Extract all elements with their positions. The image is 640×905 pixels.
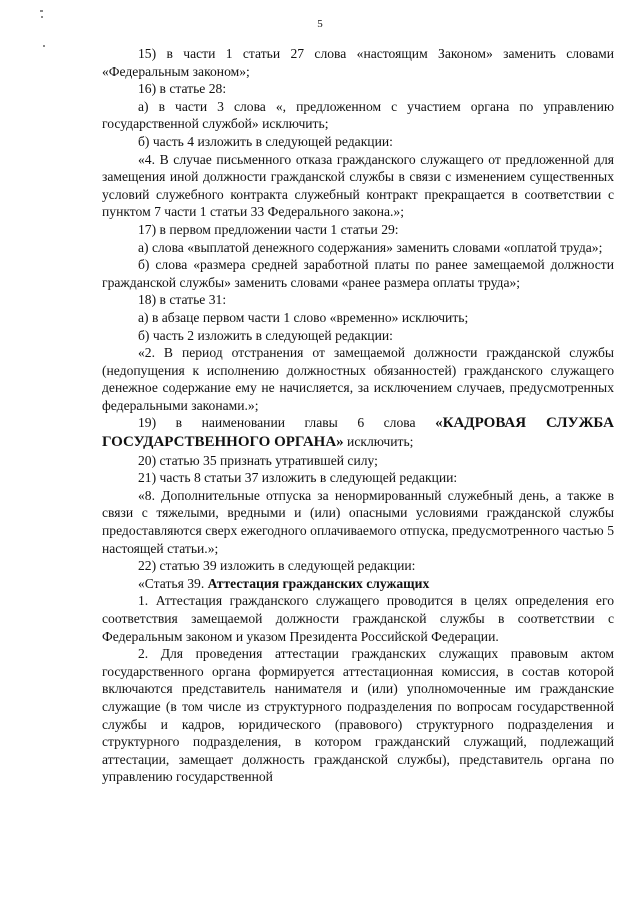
item-17b: б) слова «размера средней заработной платы по ранее замещаемой должности гражданской службы» заменить словами «ранее размера оплаты труда»; <box>102 257 614 290</box>
item-16: 16) в статье 28: <box>138 81 227 97</box>
item-17: 17) в первом предложении части 1 статьи 29: <box>138 221 399 237</box>
scan-mark <box>40 10 43 12</box>
item-18b: б) часть 2 изложить в следующей редакции: <box>138 327 393 343</box>
page-number: 5 <box>317 18 323 30</box>
document-body <box>102 45 614 786</box>
item-21-quote: «8. Дополнительные отпуска за ненормированный служебный день, а также в связи с тяжелыми, вредными и (или) опасными условиями гражданской службы предоставляются сверх ежегодного оплачиваемого отпуска, предусмотренного частью 5 настоящей статьи.»; <box>102 487 614 556</box>
item-19-text: 19) в наименовании главы 6 слова <box>138 415 436 431</box>
item-18a: а) в абзаце первом части 1 слово «временно» исключить; <box>138 309 469 325</box>
item-17a: а) слова «выплатой денежного содержания» заменить словами «оплатой труда»; <box>138 239 603 255</box>
item-18-quote: «2. В период отстранения от замещаемой должности гражданской службы (недопущения к исполнению должностных обязанностей) гражданского служащего денежное содержание ему не начисляется, за исключением случаев, предусмотренных федеральными законами.»; <box>102 345 614 413</box>
item-16-quote: «4. В случае письменного отказа гражданского служащего от предложенной для замещения иной должности гражданской службы в связи с изменением существенных условий служебного контракта служебный контракт прекращается в соответствии с пунктом 7 части 1 статьи 33 Федерального закона.»; <box>102 151 614 220</box>
item-18: 18) в статье 31: <box>138 292 227 308</box>
item-19-chapter-title: «КАДРОВАЯ СЛУЖБА ГОСУДАРСТВЕННОГО ОРГАНА» <box>102 415 614 451</box>
article-39-part-2: 2. Для проведения аттестации гражданских служащих правовым актом государственного органа формируется аттестационная комиссия, в состав которой включаются представитель нанимателя и (или) уполномоченные им гражданские служащие (в том числе из структурного подразделения по вопросам государственной службы и кадров, юридического (правового) структурного подразделения и структурного подразделения, в котором гражданский служащий, подлежащий аттестации, замещает должность гражданской службы), представитель органа по управлению государственной <box>102 646 614 785</box>
item-16a: а) в части 3 слова «, предложенном с участием органа по управлению государственной службой» исключить; <box>102 98 614 132</box>
item-19-tail: исключить; <box>343 434 414 450</box>
article-39-part-1: 1. Аттестация гражданского служащего проводится в целях определения его соответствия замещаемой должности гражданской службы в соответствии с Федеральным законом и указом Президента Российской Федерации. <box>102 593 614 644</box>
scan-mark <box>43 45 45 47</box>
item-15: 15) в части 1 статьи 27 слова «настоящим Законом» заменить словами «Федеральным законом»; <box>102 46 614 79</box>
article-39-heading <box>102 575 614 593</box>
article-39-title: Аттестация гражданских служащих <box>207 575 430 591</box>
article-39-label: «Статья 39. <box>138 575 208 591</box>
item-16b: б) часть 4 изложить в следующей редакции: <box>138 133 393 149</box>
item-19 <box>102 414 614 451</box>
item-20: 20) статью 35 признать утратившей силу; <box>138 452 378 468</box>
item-21: 21) часть 8 статьи 37 изложить в следующей редакции: <box>138 470 458 486</box>
item-22: 22) статью 39 изложить в следующей редакции: <box>138 558 416 574</box>
